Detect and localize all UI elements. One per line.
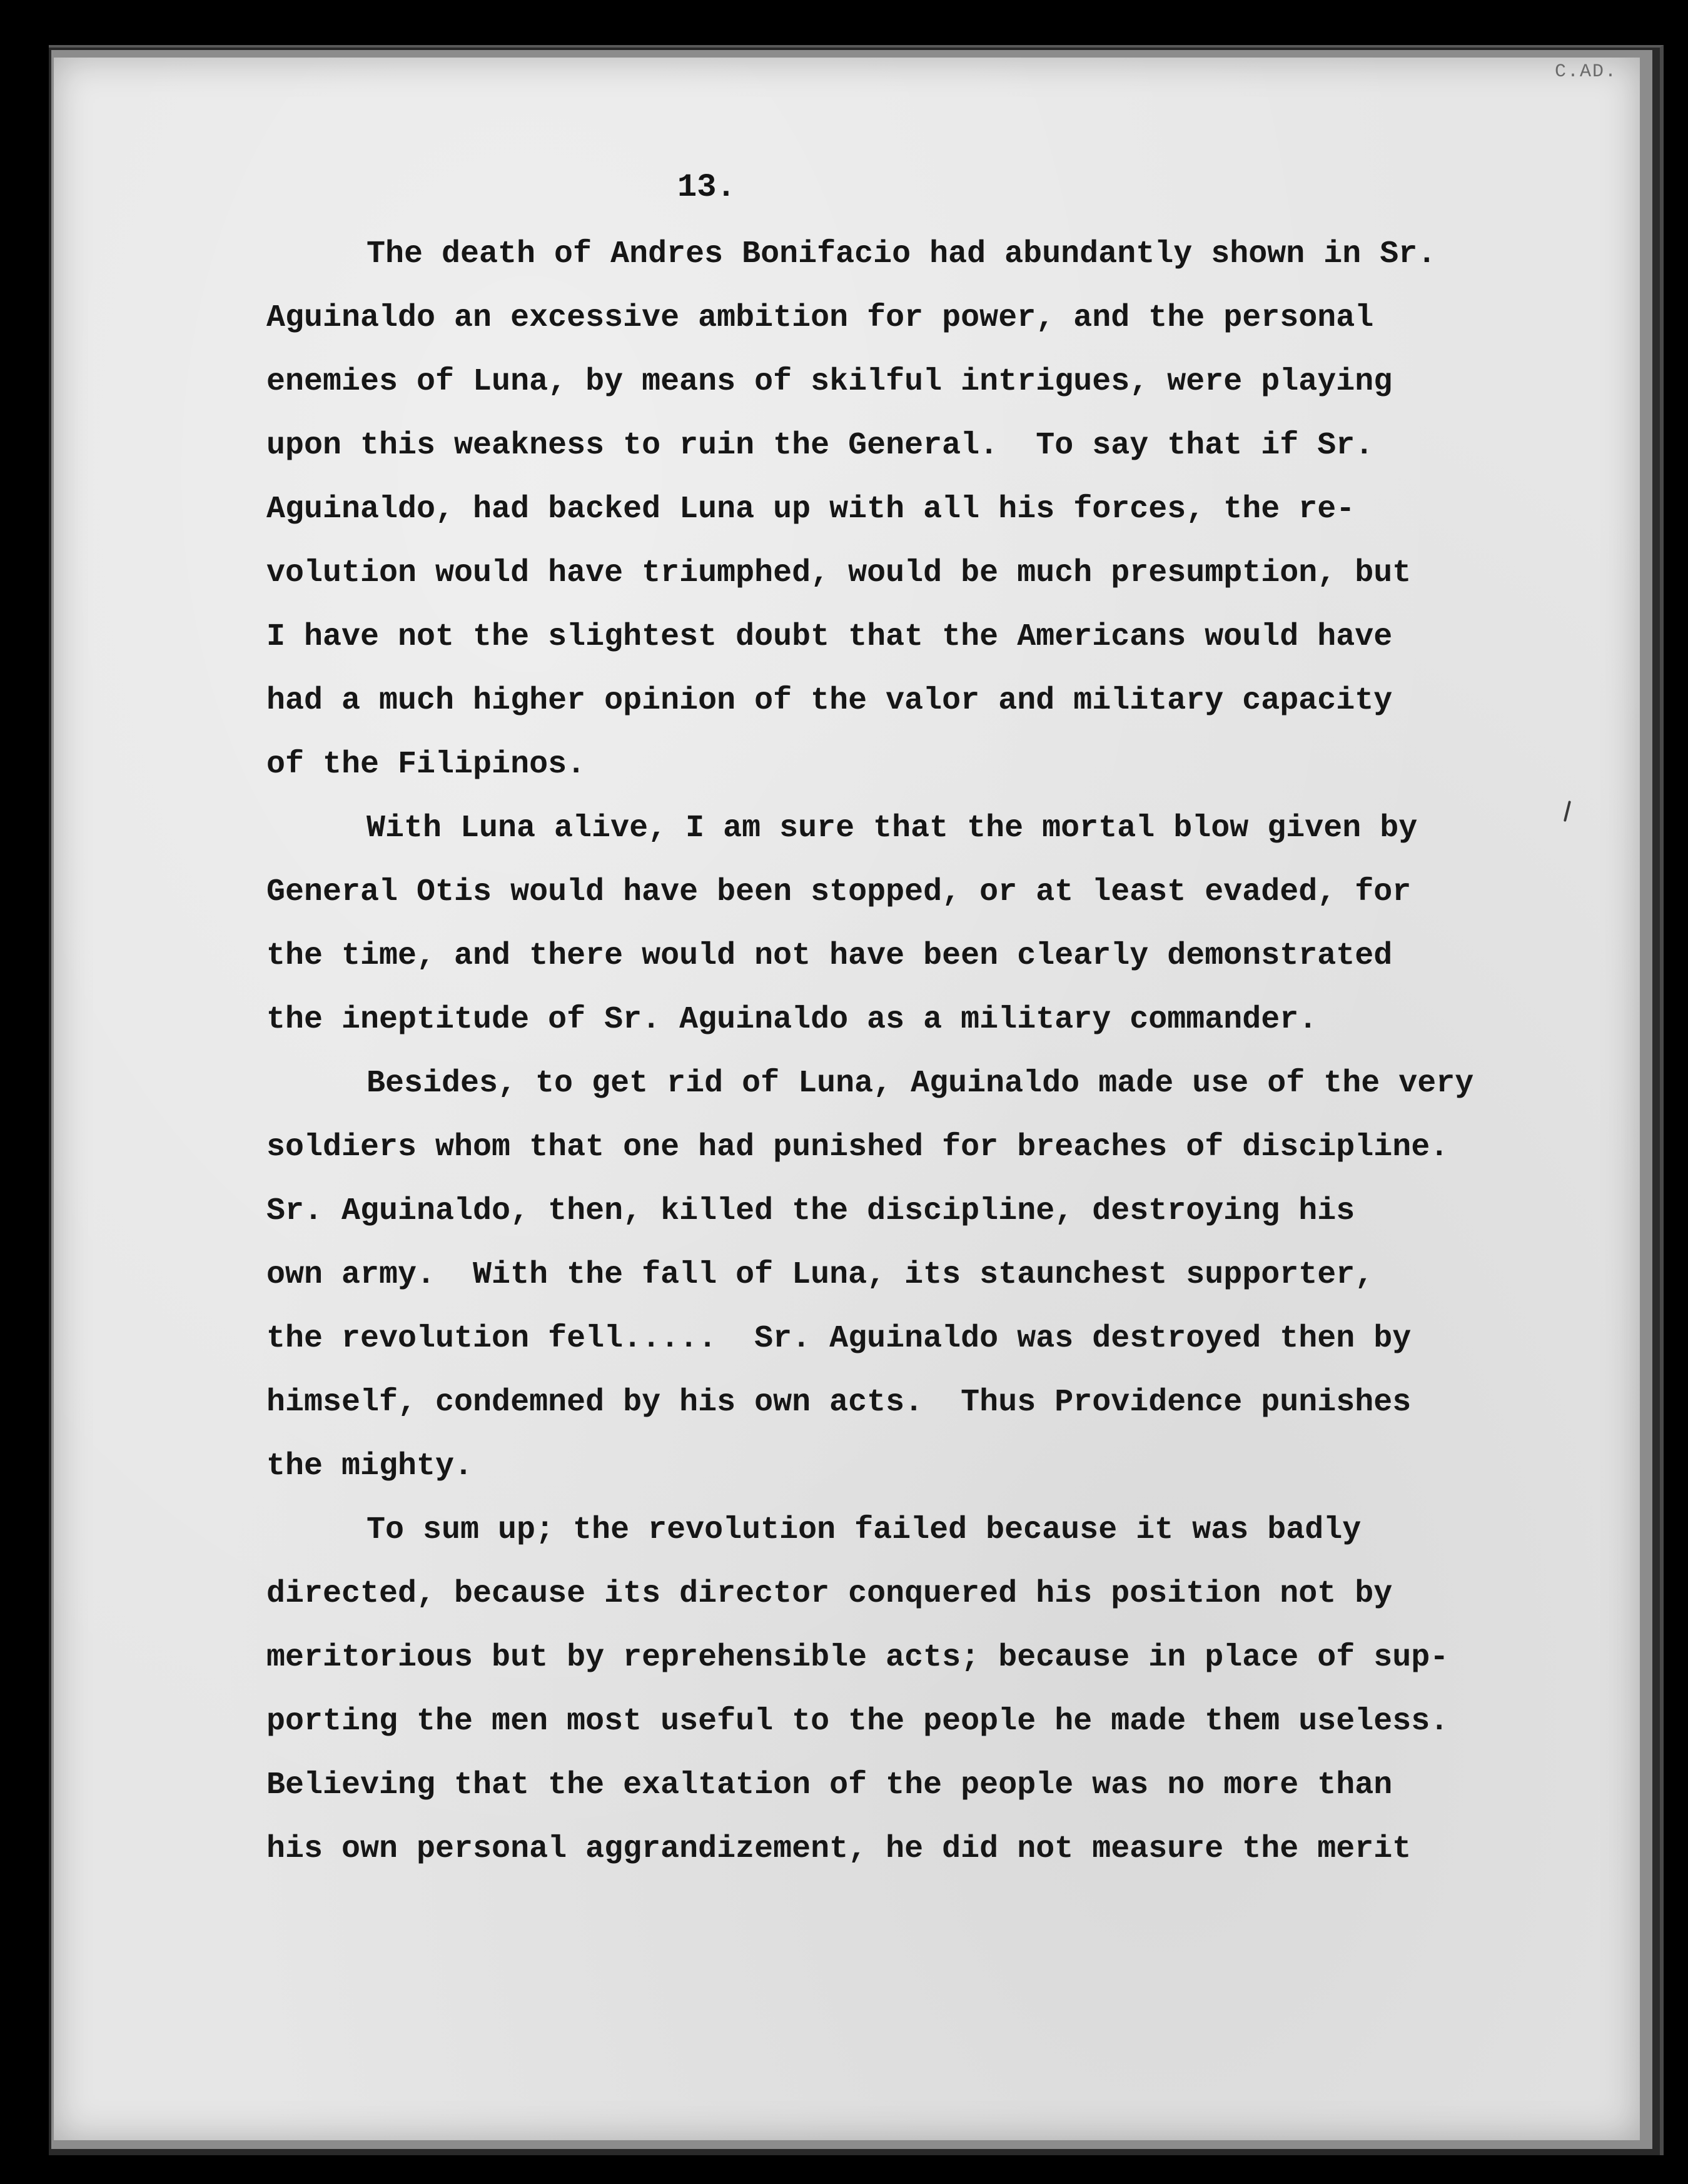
- text-line: Sr. Aguinaldo, then, killed the discipline, destroying his: [266, 1193, 1355, 1229]
- text-line: General Otis would have been stopped, or at least evaded, for: [266, 874, 1412, 910]
- text-line: Believing that the exaltation of the people was no more than: [266, 1767, 1393, 1803]
- text-line: the time, and there would not have been clearly demonstrated: [266, 938, 1393, 974]
- text-line: Aguinaldo, had backed Luna up with all his forces, the re-: [266, 492, 1355, 527]
- text-line: the ineptitude of Sr. Aguinaldo as a military commander.: [266, 1002, 1318, 1038]
- text-line: Besides, to get rid of Luna, Aguinaldo made use of the very: [366, 1066, 1474, 1101]
- page-number: 13.: [677, 169, 736, 206]
- text-line: Aguinaldo an excessive ambition for power, and the personal: [266, 300, 1374, 336]
- text-line: To sum up; the revolution failed because it was badly: [366, 1512, 1362, 1548]
- text-line: The death of Andres Bonifacio had abundantly shown in Sr.: [366, 236, 1437, 272]
- text-line: his own personal aggrandizement, he did not measure the merit: [266, 1831, 1412, 1867]
- text-line: had a much higher opinion of the valor and military capacity: [266, 683, 1393, 719]
- text-line: the mighty.: [266, 1448, 473, 1484]
- text-line: of the Filipinos.: [266, 747, 586, 782]
- body-text: [266, 223, 1599, 1881]
- text-line: With Luna alive, I am sure that the mortal blow given by: [366, 811, 1418, 846]
- text-line: the revolution fell..... Sr. Aguinaldo was destroyed then by: [266, 1321, 1412, 1357]
- text-line: porting the men most useful to the people he made them useless.: [266, 1704, 1449, 1739]
- text-line: I have not the slightest doubt that the Americans would have: [266, 619, 1393, 655]
- text-line: soldiers whom that one had punished for breaches of discipline.: [266, 1130, 1449, 1165]
- text-line: volution would have triumphed, would be much presumption, but: [266, 555, 1412, 591]
- text-line: himself, condemned by his own acts. Thus Providence punishes: [266, 1385, 1412, 1420]
- text-line: own army. With the fall of Luna, its staunchest supporter,: [266, 1257, 1374, 1293]
- text-line: enemies of Luna, by means of skilful intrigues, were playing: [266, 364, 1393, 400]
- text-line: directed, because its director conquered his position not by: [266, 1576, 1393, 1612]
- text-line: meritorious but by reprehensible acts; because in place of sup-: [266, 1640, 1449, 1676]
- corner-archive-mark: C.AD.: [1554, 61, 1617, 83]
- text-line: upon this weakness to ruin the General. To say that if Sr.: [266, 428, 1374, 463]
